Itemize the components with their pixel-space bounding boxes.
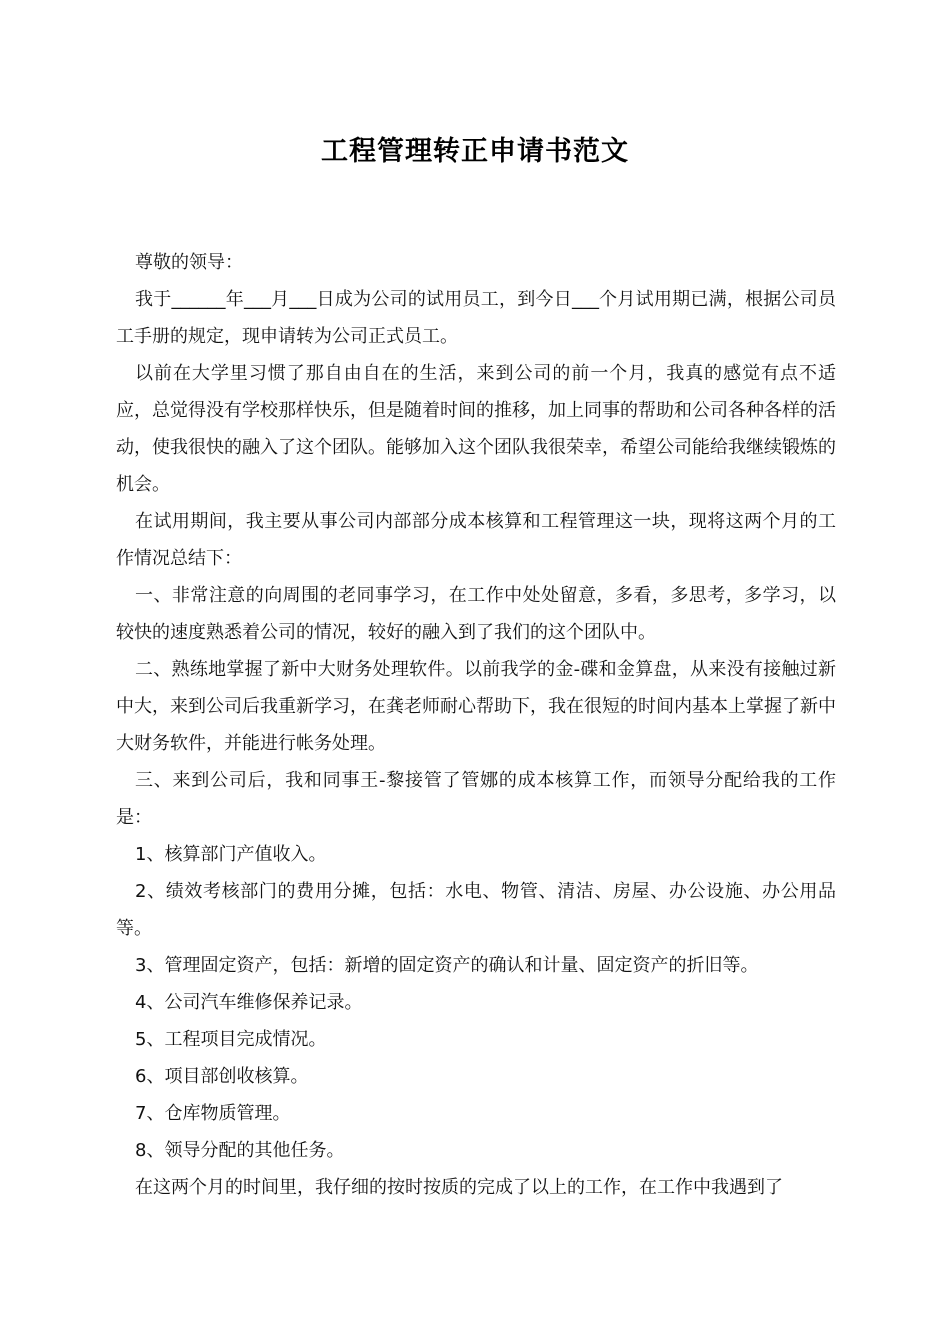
list-item: 2、绩效考核部门的费用分摊，包括：水电、物管、清洁、房屋、办公设施、办公用品等。 [116, 881, 836, 939]
paragraph-point-two: 二、熟练地掌握了新中大财务处理软件。以前我学的金-碟和金算盘，从来没有接触过新中大，来到公司后我重新学习，在龚老师耐心帮助下，我在很短的时间内基本上掌握了新中大财务软件，并能进行帐务处理。 [116, 659, 836, 754]
paragraph-work-summary-intro: 在试用期间，我主要从事公司内部部分成本核算和工程管理这一块，现将这两个月的工作情况总结下： [116, 511, 836, 569]
paragraph-application: 我于______年___月___日成为公司的试用员工，到今日___个月试用期已满，根据公司员工手册的规定，现申请转为公司正式员工。 [116, 289, 836, 347]
paragraph-point-one: 一、非常注意的向周围的老同事学习，在工作中处处留意，多看，多思考，多学习，以较快的速度熟悉着公司的情况，较好的融入到了我们的这个团队中。 [116, 585, 836, 643]
paragraph-point-three: 三、来到公司后，我和同事王-黎接管了管娜的成本核算工作，而领导分配给我的工作是： [116, 770, 836, 828]
list-item: 8、领导分配的其他任务。 [135, 1140, 345, 1161]
list-item: 6、项目部创收核算。 [135, 1066, 309, 1087]
paragraph-conclusion: 在这两个月的时间里，我仔细的按时按质的完成了以上的工作，在工作中我遇到了 [135, 1177, 783, 1198]
list-item: 7、仓库物质管理。 [135, 1103, 291, 1124]
list-item: 5、工程项目完成情况。 [135, 1029, 327, 1050]
paragraph-adaptation: 以前在大学里习惯了那自由自在的生活，来到公司的前一个月，我真的感觉有点不适应，总觉得没有学校那样快乐，但是随着时间的推移，加上同事的帮助和公司各种各样的活动，使我很快的融入了这个团队。能够加入这个团队我很荣幸，希望公司能给我继续锻炼的机会。 [116, 363, 836, 495]
list-item: 3、管理固定资产，包括：新增的固定资产的确认和计量、固定资产的折旧等。 [135, 955, 759, 976]
greeting: 尊敬的领导： [135, 252, 243, 273]
list-item: 4、公司汽车维修保养记录。 [135, 992, 363, 1013]
list-item: 1、核算部门产值收入。 [135, 844, 327, 865]
document-title: 工程管理转正申请书范文 [321, 136, 629, 167]
document-body [116, 244, 836, 1206]
